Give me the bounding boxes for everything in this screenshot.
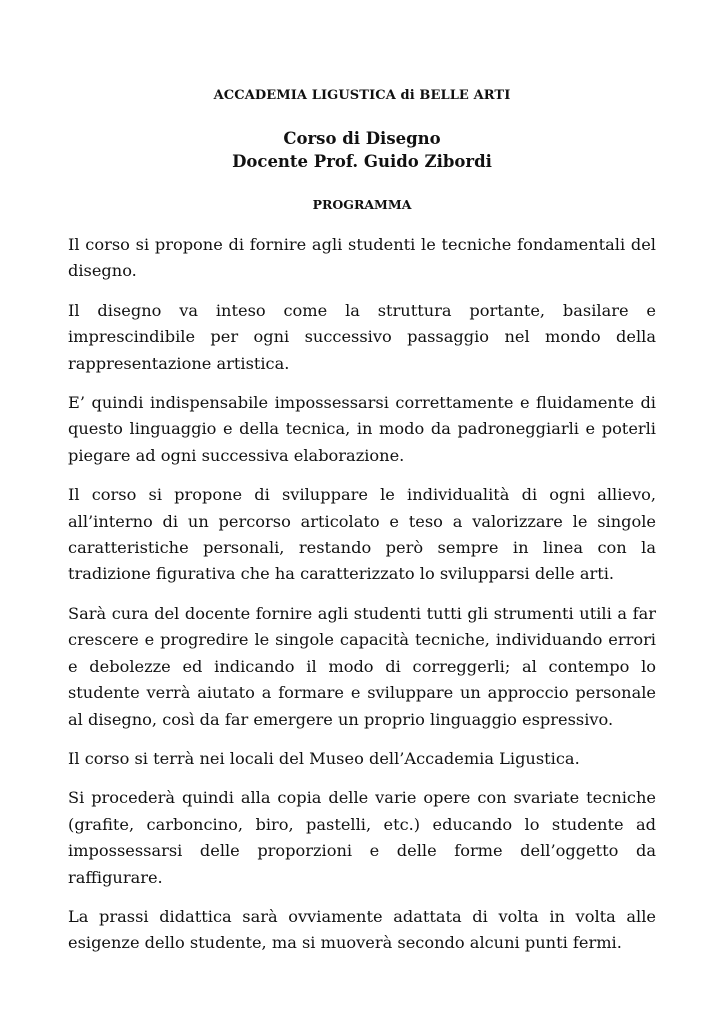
paragraph: Il corso si propone di fornire agli studenti le tecniche fondamentali del disegno. <box>68 235 656 281</box>
paragraph: La prassi didattica sarà ovviamente adattata di volta in volta alle esigenze dello studente, ma si muoverà secondo alcuni punti fermi. <box>68 906 656 953</box>
course-title: Corso di Disegno <box>283 129 441 148</box>
paragraph: Il corso si terrà nei locali del Museo dell’Accademia Ligustica. <box>68 748 580 768</box>
teacher-name: Docente Prof. Guido Zibordi <box>232 152 492 171</box>
section-title: PROGRAMMA <box>312 197 412 212</box>
document-body <box>68 232 656 970</box>
paragraph: Il corso si propone di sviluppare le individualità di ogni allievo, all’interno di un percorso articolato e teso a valorizzare le singole caratteristiche personali, restando però sempre in linea con la tradizione figurativa che ha caratterizzato lo svilupparsi delle arti. <box>68 485 656 584</box>
paragraph: E’ quindi indispensabile impossessarsi correttamente e fluidamente di questo linguaggio e della tecnica, in modo da padroneggiarli e poterli piegare ad ogni successiva elaborazione. <box>68 393 656 465</box>
paragraph: Sarà cura del docente fornire agli studenti tutti gli strumenti utili a far crescere e progredire le singole capacità tecniche, individuando errori e debolezze ed indicando il modo di correggerli; al contempo lo studente verrà aiutato a formare e sviluppare un approccio personale al disegno, così da far emergere un proprio linguaggio espressivo. <box>68 603 656 729</box>
institution-heading: ACCADEMIA LIGUSTICA di BELLE ARTI <box>213 88 511 103</box>
paragraph: Il disegno va inteso come la struttura portante, basilare e imprescindibile per ogni successivo passaggio nel mondo della rappresentazione artistica. <box>68 300 656 373</box>
paragraph: Si procederà quindi alla copia delle varie opere con svariate tecniche (grafite, carboncino, biro, pastelli, etc.) educando lo studente ad impossessarsi delle proporzioni e delle forme dell’oggetto da raffigurare. <box>68 788 656 887</box>
